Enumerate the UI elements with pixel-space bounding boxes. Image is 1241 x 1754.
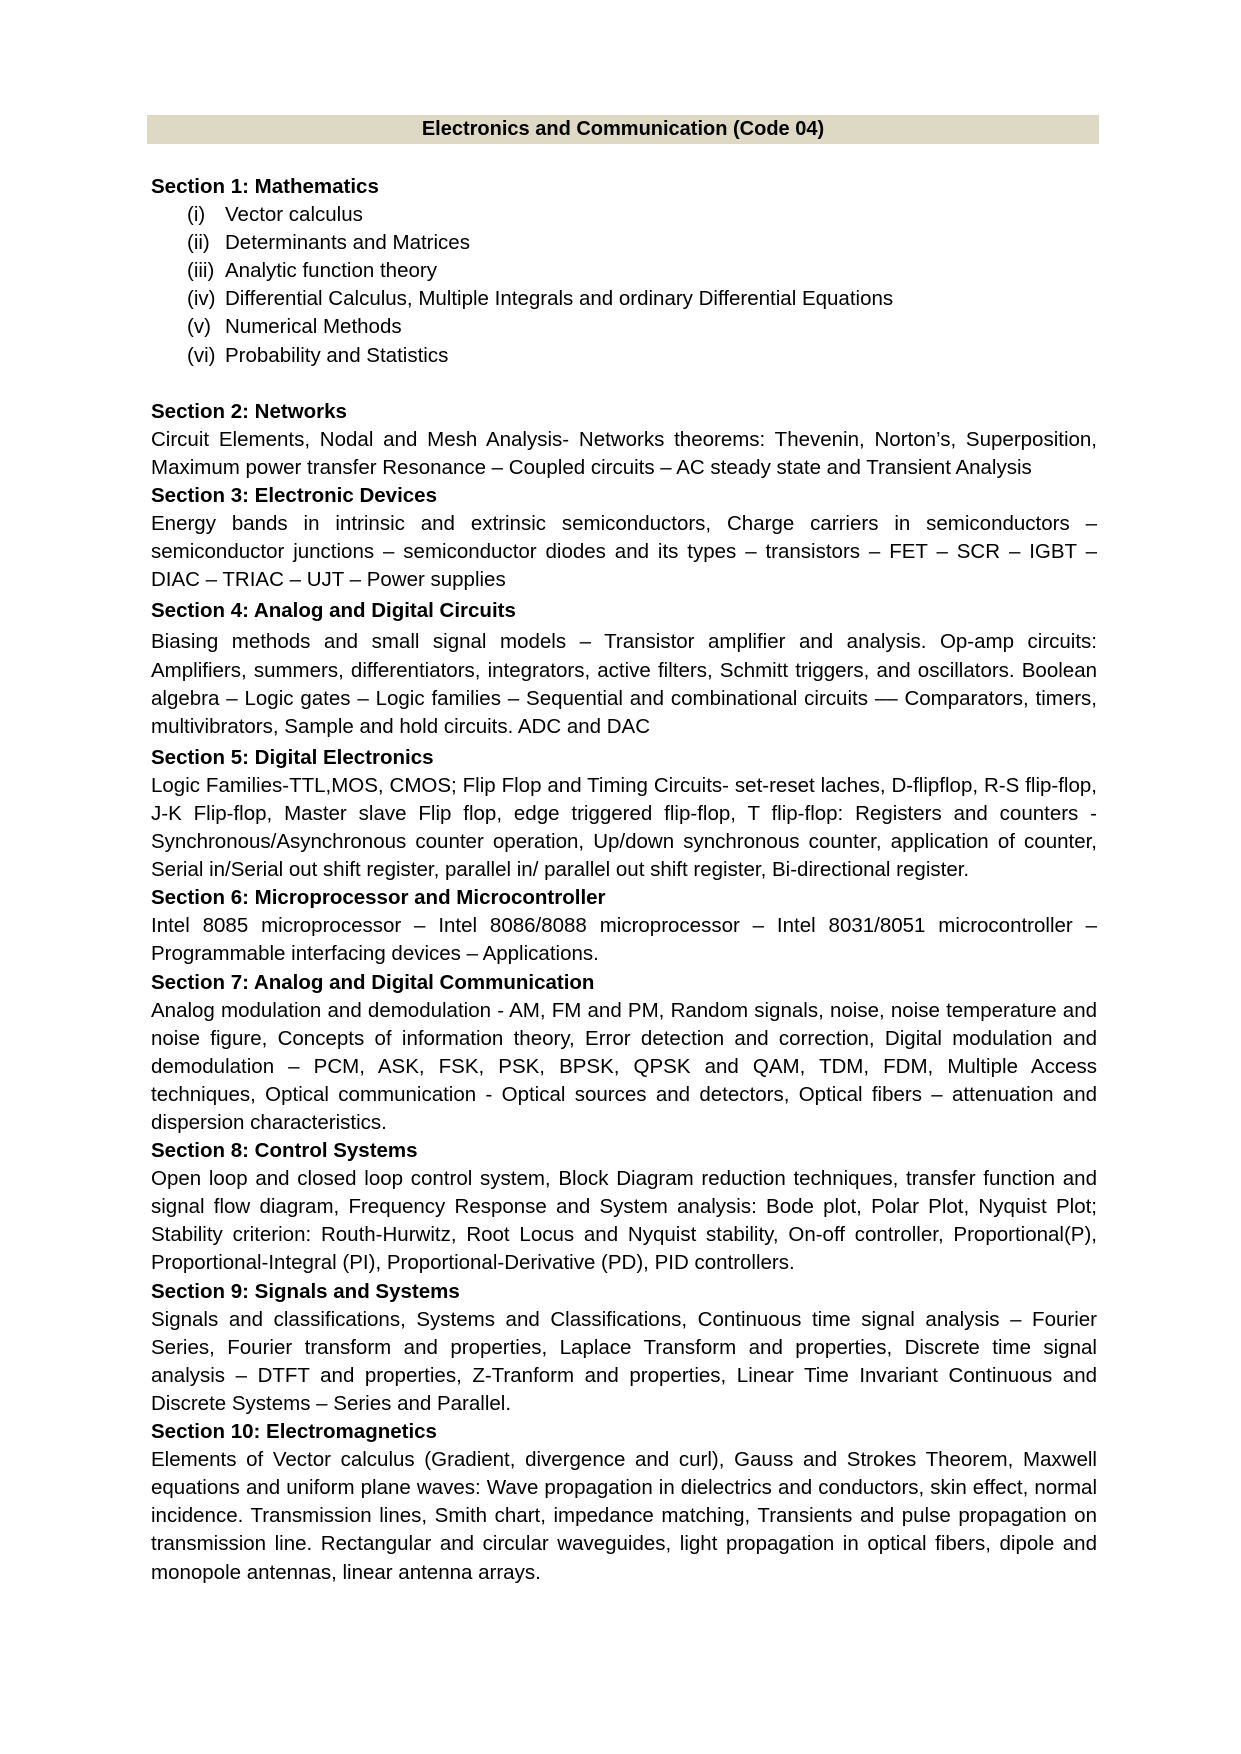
list-item-text: Determinants and Matrices [225,231,470,255]
section-body: Biasing methods and small signal models – Transistor amplifier and analysis. Op-amp circuits: Amplifiers, summers, differentiators, integrators, active filters, Schmitt triggers, and oscillators. Boolean algebra – Logic gates – Logic families – Sequential and combinational circuits –– Comparators, timers, multivibrators, Sample and hold circuits. ADC and DAC [151,630,1097,738]
list-item-text: Analytic function theory [225,259,437,283]
list-item-number: (vi) [187,343,216,367]
section-electronic-devices [151,482,1097,594]
section-body: Circuit Elements, Nodal and Mesh Analysis- Networks theorems: Thevenin, Norton’s, Superposition, Maximum power transfer Resonance – Coupled circuits – AC steady state and Transient Analysis [151,427,1097,479]
list-item-number: (iii) [187,259,215,283]
list-item [187,285,1097,313]
section-heading: Section 4: Analog and Digital Circuits [151,599,516,623]
section-heading: Section 5: Digital Electronics [151,745,434,769]
document-title: Electronics and Communication (Code 04) [147,115,1099,144]
list-item [187,201,1097,229]
section-analog-digital-circuits [151,597,1097,740]
section-body: Open loop and closed loop control system, Block Diagram reduction techniques, transfer function and signal flow diagram, Frequency Response and System analysis: Bode plot, Polar Plot, Nyquist Plot; Stability criterion: Routh-Hurwitz, Root Locus and Nyquist stability, On-off controller, Proportional(P), Proportional-Integral (PI), Proportional-Derivative (PD), PID controllers. [151,1167,1097,1275]
section-heading: Section 6: Microprocessor and Microcontroller [151,886,606,910]
section-body: Intel 8085 microprocessor – Intel 8086/8088 microprocessor – Intel 8031/8051 microcontroller – Programmable interfacing devices – Applications. [151,914,1097,966]
section-body: Analog modulation and demodulation - AM, FM and PM, Random signals, noise, noise temperature and noise figure, Concepts of information theory, Error detection and correction, Digital modulation and demodulation – PCM, ASK, FSK, PSK, BPSK, QPSK and QAM, TDM, FDM, Multiple Access techniques, Optical communication - Optical sources and detectors, Optical fibers – attenuation and dispersion characteristics. [151,998,1097,1134]
section-body: Elements of Vector calculus (Gradient, divergence and curl), Gauss and Strokes Theorem, Maxwell equations and uniform plane waves: Wave propagation in dielectrics and conductors, skin effect, normal incidence. Transmission lines, Smith chart, impedance matching, Transients and pulse propagation on transmission line. Rectangular and circular waveguides, light propagation in optical fibers, dipole and monopole antennas, linear antenna arrays. [151,1448,1097,1584]
list-item [187,257,1097,285]
section-heading: Section 3: Electronic Devices [151,483,437,507]
list-item [187,342,1097,370]
section-heading: Section 9: Signals and Systems [151,1279,460,1303]
section-networks [151,398,1097,482]
list-item-text: Numerical Methods [225,315,402,339]
section-communication [151,969,1097,1138]
section-heading: Section 10: Electromagnetics [151,1420,437,1444]
section-microprocessor [151,884,1097,968]
list-item-number: (ii) [187,231,210,255]
section-heading: Section 8: Control Systems [151,1139,418,1163]
section-body: Signals and classifications, Systems and Classifications, Continuous time signal analysis – Fourier Series, Fourier transform and properties, Laplace Transform and properties, Discrete time signal analysis – DTFT and properties, Z-Tranform and properties, Linear Time Invariant Continuous and Discrete Systems – Series and Parallel. [151,1307,1097,1415]
section-body: Energy bands in intrinsic and extrinsic semiconductors, Charge carriers in semiconductors – semiconductor junctions – semiconductor diodes and its types – transistors – FET – SCR – IGBT – DIAC – TRIAC – UJT – Power supplies [151,512,1097,592]
syllabus-content [151,173,1097,1587]
list-item-text: Vector calculus [225,203,363,227]
section-digital-electronics [151,744,1097,884]
list-item [187,229,1097,257]
section-heading: Section 2: Networks [151,399,347,423]
list-item-text: Differential Calculus, Multiple Integrals and ordinary Differential Equations [225,287,894,311]
list-item-number: (iv) [187,287,216,311]
mathematics-topic-list [151,201,1097,370]
section-heading: Section 7: Analog and Digital Communication [151,970,595,994]
section-electromagnetics [151,1418,1097,1587]
list-item-text: Probability and Statistics [225,343,449,367]
section-control-systems [151,1137,1097,1277]
section-body: Logic Families-TTL,MOS, CMOS; Flip Flop and Timing Circuits- set-reset laches, D-flipflop, R-S flip-flop, J-K Flip-flop, Master slave Flip flop, edge triggered flip-flop, T flip-flop: Registers and counters - Synchronous/Asynchronous counter operation, Up/down synchronous counter, application of counter, Serial in/Serial out shift register, parallel in/ parallel out shift register, Bi-directional register. [151,773,1097,882]
list-item-number: (v) [187,315,211,339]
list-item [187,313,1097,341]
list-item-number: (i) [187,203,206,227]
section-mathematics [151,173,1097,370]
section-signals-systems [151,1278,1097,1418]
section-heading: Section 1: Mathematics [151,175,379,198]
